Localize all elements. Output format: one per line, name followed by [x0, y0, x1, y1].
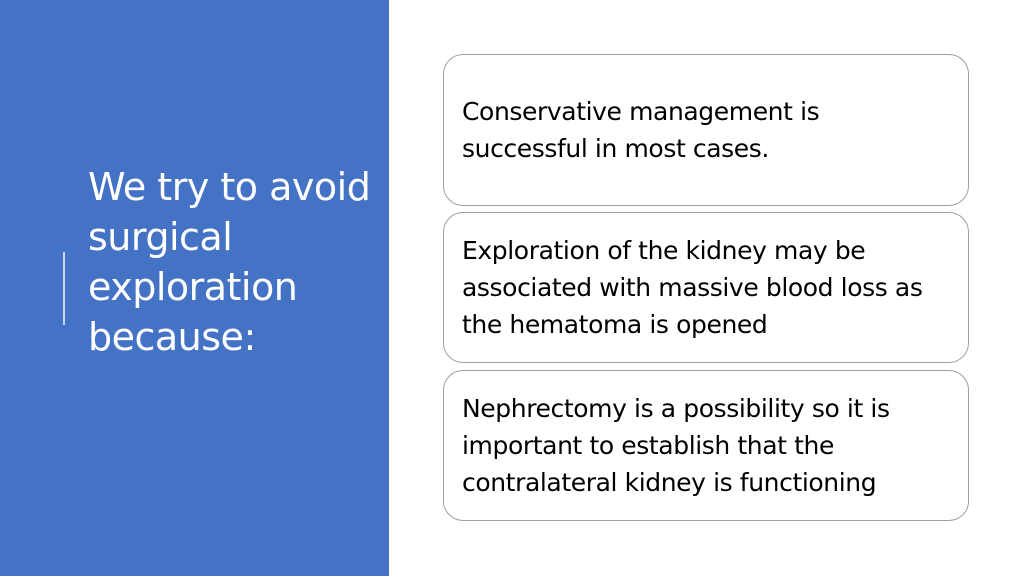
- point-card-2: [443, 212, 969, 363]
- point-card-3: [443, 370, 969, 521]
- point-text-1: Conservative management is successful in most cases.: [462, 97, 820, 163]
- point-text-3: Nephrectomy is a possibility so it is important to establish that the contralateral kidney is functioning: [462, 394, 890, 497]
- accent-divider: [63, 252, 65, 325]
- title-panel: [0, 0, 389, 576]
- slide-title: We try to avoid surgical exploration because:: [88, 165, 371, 359]
- point-text-2: Exploration of the kidney may be associated with massive blood loss as the hematoma is opened: [462, 236, 923, 339]
- point-card-1: [443, 54, 969, 206]
